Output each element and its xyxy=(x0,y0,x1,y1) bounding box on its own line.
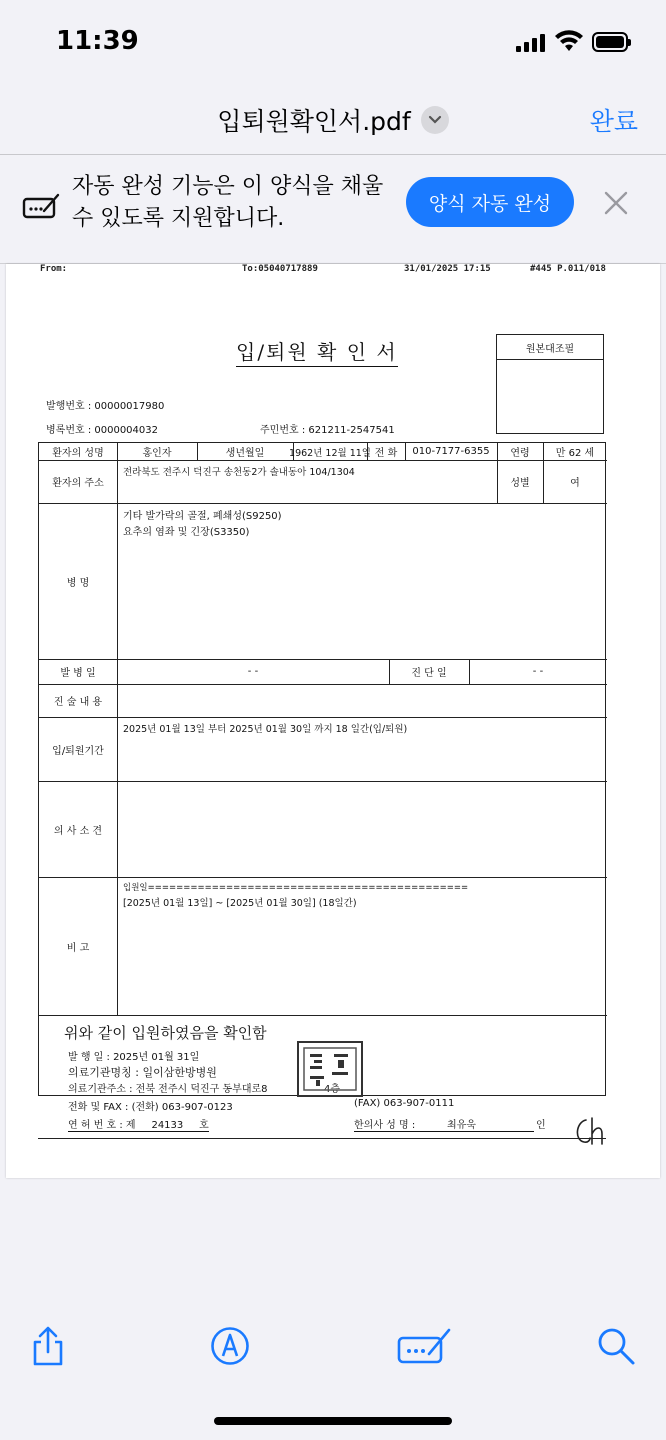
title-menu-button[interactable] xyxy=(421,106,449,134)
fax-header xyxy=(6,264,660,278)
license-number: 연 허 번 호 : 제 24133 호 xyxy=(68,1116,209,1132)
fax-page: #445 P.011/018 xyxy=(530,264,606,274)
period-value: 2025년 01월 13일 부터 2025년 01월 30일 까지 18 일간(입/퇴원) xyxy=(123,723,408,735)
markup-button[interactable] xyxy=(208,1324,252,1368)
address-value: 전라북도 전주시 덕진구 송천동2가 솔내동아 104/1304 xyxy=(123,467,355,478)
patient-name-label: 환자의 성명 xyxy=(52,448,104,459)
clock: 11:39 xyxy=(56,26,139,56)
footer-rule xyxy=(38,1138,606,1139)
age-value: 만 62 세 xyxy=(555,448,595,459)
form-fill-icon xyxy=(397,1326,453,1366)
institution-name: 의료기관명칭 : 일이삼한방병원 xyxy=(68,1066,217,1079)
phone-number: 010-7177-6355 xyxy=(412,446,490,457)
resident-number: 주민번호 : 621211-2547541 xyxy=(260,425,395,436)
chevron-down-icon xyxy=(428,115,442,125)
bottom-toolbar xyxy=(0,1296,666,1396)
opinion-label: 의 사 소 견 xyxy=(53,825,103,837)
stamp-label: 원본대조필 xyxy=(497,335,603,360)
autofill-form-button[interactable]: 양식 자동 완성 xyxy=(406,177,574,227)
pdf-page[interactable] xyxy=(6,264,660,1178)
fax-to: To:05040717889 xyxy=(242,264,318,274)
home-indicator[interactable] xyxy=(214,1417,452,1425)
confirmation-statement: 위와 같이 입원하였음을 확인함 xyxy=(64,1024,267,1042)
fax-from: From: xyxy=(40,264,68,274)
issue-date: 발 행 일 : 2025년 01월 31일 xyxy=(68,1052,200,1063)
institution-address-suffix: 4층 xyxy=(324,1084,341,1095)
doctor-name: 한의사 성 명 : 최유욱 xyxy=(354,1116,534,1132)
remarks-2: [2025년 01월 13일] ~ [2025년 01월 30일] (18일간) xyxy=(123,897,357,909)
doctor-signature xyxy=(572,1116,612,1146)
sex-value: 여 xyxy=(570,478,580,489)
form-fill-icon xyxy=(22,191,62,221)
diagnosis-label: 병 명 xyxy=(66,577,90,589)
navigation-bar xyxy=(0,84,666,154)
form-fill-button[interactable] xyxy=(396,1324,454,1368)
fax-number: (FAX) 063-907-0111 xyxy=(354,1098,455,1109)
autofill-message-line1: 자동 완성 기능은 이 양식을 채울 xyxy=(72,174,384,199)
diagnosis-2: 요추의 염좌 및 긴장(S3350) xyxy=(123,527,250,538)
done-button[interactable]: 완료 xyxy=(589,107,638,136)
document-footer xyxy=(38,1016,606,1146)
age-label: 연령 xyxy=(510,448,530,459)
period-label: 입/퇴원기간 xyxy=(52,745,104,757)
phone-label: 전 화 xyxy=(374,448,398,459)
statement-label: 진 술 내 용 xyxy=(53,697,103,708)
fax-date: 31/01/2025 17:15 xyxy=(404,264,491,274)
cellular-signal-icon xyxy=(516,34,546,52)
onset-value: - - xyxy=(247,666,259,677)
remarks-1: 입원일============================================= xyxy=(123,882,469,893)
address-label: 환자의 주소 xyxy=(52,478,104,489)
close-icon[interactable] xyxy=(600,187,632,219)
issue-number: 발행번호 : 00000017980 xyxy=(46,401,165,412)
seal-mark-label: 인 xyxy=(536,1120,546,1131)
patient-name: 홍인자 xyxy=(142,448,172,459)
remarks-label: 비 고 xyxy=(66,942,90,954)
autofill-message-line2: 수 있도록 지원합니다. xyxy=(72,206,285,231)
diagnosis-1: 기타 발가락의 골절, 폐쇄성(S9250) xyxy=(123,511,282,522)
onset-label: 발 병 일 xyxy=(60,668,96,679)
markup-icon xyxy=(209,1325,251,1367)
record-number: 병록번호 : 0000004032 xyxy=(46,425,158,436)
document-heading: 입/퇴원 확 인 서 xyxy=(236,336,398,367)
autofill-banner xyxy=(0,155,666,264)
institution-address: 의료기관주소 : 전북 전주시 덕진구 동부대로8 xyxy=(68,1084,268,1095)
autofill-message xyxy=(72,171,402,235)
wifi-icon xyxy=(554,30,584,52)
document-title[interactable]: 입퇴원확인서.pdf xyxy=(217,107,411,136)
status-bar xyxy=(0,0,666,84)
birth-label: 생년월일 xyxy=(225,448,265,459)
share-button[interactable] xyxy=(26,1324,70,1368)
birth-date: 1962년 12월 11일 xyxy=(289,447,371,459)
sex-label: 성별 xyxy=(510,478,530,489)
search-button[interactable] xyxy=(594,1324,638,1368)
battery-icon xyxy=(592,32,628,52)
search-icon xyxy=(596,1326,636,1366)
original-verification-box xyxy=(496,334,604,434)
diagnosis-date-label: 진 단 일 xyxy=(411,668,447,679)
form-table xyxy=(38,442,606,1096)
hospital-seal xyxy=(294,1038,366,1100)
phone-fax: 전화 및 FAX : (전화) 063-907-0123 xyxy=(68,1102,233,1113)
share-icon xyxy=(28,1324,68,1368)
diagnosis-date-value: - - xyxy=(532,666,544,677)
